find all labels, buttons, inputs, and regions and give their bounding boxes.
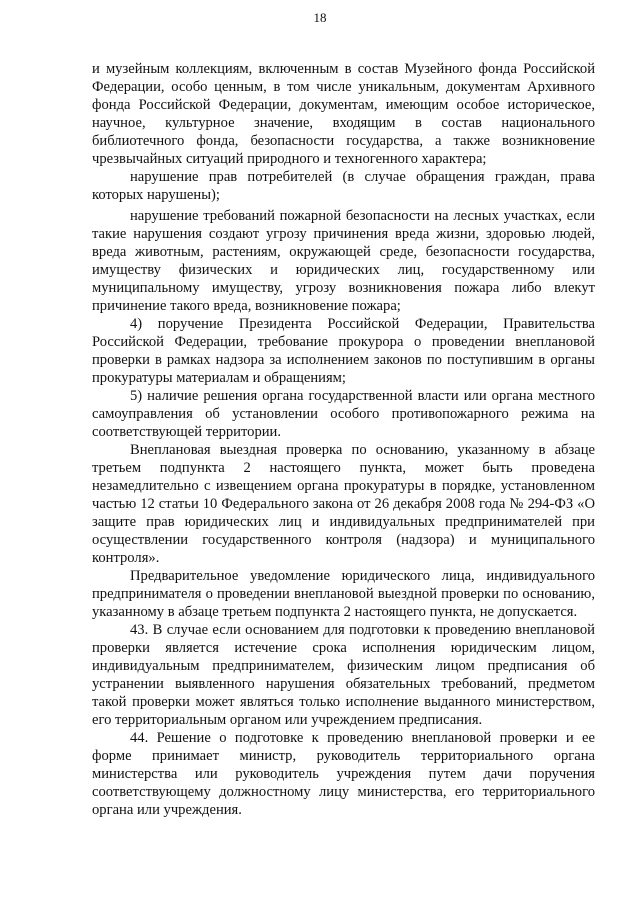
- document-body: [92, 60, 595, 819]
- paragraph-unscheduled-inspection: Внеплановая выездная проверка по основанию, указанному в абзаце третьем подпункта 2 настоящего пункта, может быть проведена незамедлительно с извещением органа прокуратуры в порядке, установленном частью 12 статьи 10 Федерального закона от 26 декабря 2008 года № 294-ФЗ «О защите прав юридических лиц и индивидуальных предпринимателей при осуществлении государственного контроля (надзора) и муниципального контроля».: [92, 442, 595, 566]
- page-number: 18: [313, 10, 327, 25]
- paragraph-prior-notice: Предварительное уведомление юридического лица, индивидуального предпринимателя о проведении внеплановой выездной проверки по основанию, указанному в абзаце третьем подпункта 2 настоящего пункта, не допускается.: [92, 568, 595, 620]
- paragraph-fire-safety-forests: нарушение требований пожарной безопасности на лесных участках, если такие нарушения создают угрозу причинения вреда жизни, здоровью людей, вреда животным, растениям, окружающей среде, безопасности государства, имуществу физических и юридических лиц, государственному или муниципальному имуществу, угрозу возникновения пожара либо влекут причинение такого вреда, возникновение пожара;: [92, 208, 595, 314]
- paragraph-item-4: 4) поручение Президента Российской Федерации, Правительства Российской Федерации, требование прокурора о проведении внеплановой проверки в рамках надзора за исполнением законов по поступившим в органы прокуратуры материалам и обращениям;: [92, 316, 595, 386]
- paragraph-44: 44. Решение о подготовке к проведению внеплановой проверки и ее форме принимает министр, руководитель территориального органа министерства или руководитель учреждения путем дачи поручения соответствующему должностному лицу министерства, его территориального органа или учреждения.: [92, 730, 595, 818]
- paragraph-43: 43. В случае если основанием для подготовки к проведению внеплановой проверки является истечение срока исполнения юридическим лицом, индивидуальным предпринимателем, физическим лицом предписания об устранении выявленного нарушения обязательных требований, предметом такой проверки может являться только исполнение выданного министерством, его территориальным органом или учреждением предписания.: [92, 622, 595, 728]
- paragraph-item-5: 5) наличие решения органа государственной власти или органа местного самоуправления об установлении особого противопожарного режима на соответствующей территории.: [92, 388, 595, 440]
- paragraph-consumer-rights: нарушение прав потребителей (в случае обращения граждан, права которых нарушены);: [92, 169, 595, 203]
- paragraph-protected-objects: и музейным коллекциям, включенным в состав Музейного фонда Российской Федерации, особо ценным, в том числе уникальным, документам Архивного фонда Российской Федерации, документам, имеющим особое историческое, научное, культурное значение, входящим в состав национального библиотечного фонда, безопасности государства, а также возникновение чрезвычайных ситуаций природного и техногенного характера;: [92, 61, 595, 167]
